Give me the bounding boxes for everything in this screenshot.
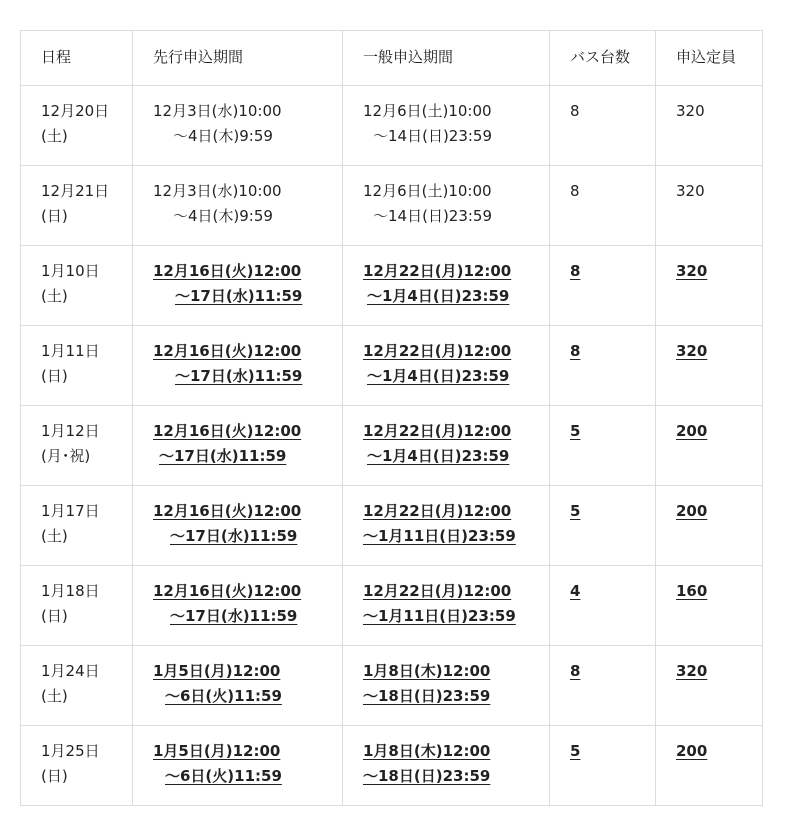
cell-bus-count (550, 326, 656, 406)
cell-date: 1月12日(月･祝) (21, 406, 133, 486)
general-end: 〜1月4日(日)23:59 (367, 287, 510, 305)
early-start: 12月16日(火)12:00 (153, 422, 302, 440)
cell-date: 12月20日(土) (21, 86, 133, 166)
early-start: 12月16日(火)12:00 (153, 262, 302, 280)
general-start: 12月6日(土)10:00 (363, 182, 492, 200)
table-row (21, 726, 763, 806)
general-start: 12月22日(月)12:00 (363, 422, 512, 440)
cell-capacity: 320 (656, 166, 763, 246)
table-row (21, 566, 763, 646)
early-start: 12月3日(水)10:00 (153, 102, 282, 120)
cell-general-period (343, 566, 550, 646)
table-row (21, 326, 763, 406)
general-end: 〜18日(日)23:59 (363, 687, 491, 705)
early-end: 〜17日(水)11:59 (170, 607, 298, 625)
header-date: 日程 (21, 31, 133, 86)
early-end: 〜17日(水)11:59 (175, 367, 303, 385)
cell-early-period (133, 406, 343, 486)
general-start: 12月22日(月)12:00 (363, 502, 512, 520)
general-end: 〜14日(日)23:59 (373, 127, 493, 145)
general-end: 〜14日(日)23:59 (373, 207, 493, 225)
bus-count-value: 8 (570, 342, 581, 360)
capacity-value: 320 (676, 662, 708, 680)
cell-bus-count (550, 246, 656, 326)
general-start: 1月8日(木)12:00 (363, 742, 491, 760)
cell-bus-count (550, 646, 656, 726)
cell-capacity (656, 326, 763, 406)
cell-date: 1月10日(土) (21, 246, 133, 326)
bus-count-value: 5 (570, 502, 581, 520)
table-row (21, 486, 763, 566)
general-start: 12月22日(月)12:00 (363, 262, 512, 280)
capacity-value: 320 (676, 342, 708, 360)
early-start: 12月16日(火)12:00 (153, 502, 302, 520)
cell-general-period (343, 166, 550, 246)
early-start: 1月5日(月)12:00 (153, 662, 281, 680)
bus-count-value: 5 (570, 422, 581, 440)
capacity-value: 200 (676, 502, 708, 520)
cell-early-period (133, 326, 343, 406)
general-start: 12月22日(月)12:00 (363, 582, 512, 600)
header-bus-count: バス台数 (550, 31, 656, 86)
cell-date: 1月11日(日) (21, 326, 133, 406)
cell-capacity: 320 (656, 86, 763, 166)
table-row (21, 86, 763, 166)
capacity-value: 320 (676, 262, 708, 280)
cell-bus-count (550, 486, 656, 566)
table-header-row (21, 31, 763, 86)
early-end: 〜17日(水)11:59 (159, 447, 287, 465)
cell-bus-count (550, 566, 656, 646)
general-end: 〜1月4日(日)23:59 (367, 367, 510, 385)
cell-early-period (133, 166, 343, 246)
cell-general-period (343, 726, 550, 806)
cell-date: 12月21日(日) (21, 166, 133, 246)
cell-capacity (656, 726, 763, 806)
table-row (21, 166, 763, 246)
cell-general-period (343, 246, 550, 326)
cell-date: 1月17日(土) (21, 486, 133, 566)
early-start: 12月16日(火)12:00 (153, 582, 302, 600)
cell-general-period (343, 406, 550, 486)
general-end: 〜1月11日(日)23:59 (363, 607, 516, 625)
early-end: 〜17日(水)11:59 (175, 287, 303, 305)
cell-general-period (343, 646, 550, 726)
early-start: 1月5日(月)12:00 (153, 742, 281, 760)
bus-count-value: 8 (570, 262, 581, 280)
cell-date: 1月24日(土) (21, 646, 133, 726)
early-end: 〜4日(木)9:59 (173, 127, 273, 145)
cell-capacity (656, 246, 763, 326)
cell-early-period (133, 486, 343, 566)
early-end: 〜17日(水)11:59 (170, 527, 298, 545)
cell-date: 1月25日(日) (21, 726, 133, 806)
general-start: 12月6日(土)10:00 (363, 102, 492, 120)
cell-early-period (133, 726, 343, 806)
schedule-table (20, 30, 763, 806)
cell-bus-count: 8 (550, 86, 656, 166)
cell-capacity (656, 406, 763, 486)
header-general-period: 一般申込期間 (343, 31, 550, 86)
bus-count-value: 5 (570, 742, 581, 760)
early-start: 12月3日(水)10:00 (153, 182, 282, 200)
cell-capacity (656, 646, 763, 726)
general-end: 〜1月11日(日)23:59 (363, 527, 516, 545)
cell-capacity (656, 566, 763, 646)
cell-bus-count: 8 (550, 166, 656, 246)
schedule-table-container (20, 30, 763, 806)
table-row (21, 646, 763, 726)
header-early-period: 先行申込期間 (133, 31, 343, 86)
header-capacity: 申込定員 (656, 31, 763, 86)
early-start: 12月16日(火)12:00 (153, 342, 302, 360)
cell-general-period (343, 486, 550, 566)
general-start: 1月8日(木)12:00 (363, 662, 491, 680)
bus-count-value: 4 (570, 582, 581, 600)
general-end: 〜1月4日(日)23:59 (367, 447, 510, 465)
table-row (21, 406, 763, 486)
general-start: 12月22日(月)12:00 (363, 342, 512, 360)
capacity-value: 200 (676, 422, 708, 440)
bus-count-value: 8 (570, 662, 581, 680)
general-end: 〜18日(日)23:59 (363, 767, 491, 785)
cell-early-period (133, 566, 343, 646)
cell-general-period (343, 86, 550, 166)
cell-capacity (656, 486, 763, 566)
capacity-value: 160 (676, 582, 708, 600)
early-end: 〜6日(火)11:59 (165, 767, 282, 785)
cell-early-period (133, 86, 343, 166)
cell-date: 1月18日(日) (21, 566, 133, 646)
capacity-value: 200 (676, 742, 708, 760)
cell-bus-count (550, 406, 656, 486)
table-row (21, 246, 763, 326)
cell-general-period (343, 326, 550, 406)
cell-early-period (133, 646, 343, 726)
early-end: 〜6日(火)11:59 (165, 687, 282, 705)
early-end: 〜4日(木)9:59 (173, 207, 273, 225)
cell-bus-count (550, 726, 656, 806)
cell-early-period (133, 246, 343, 326)
